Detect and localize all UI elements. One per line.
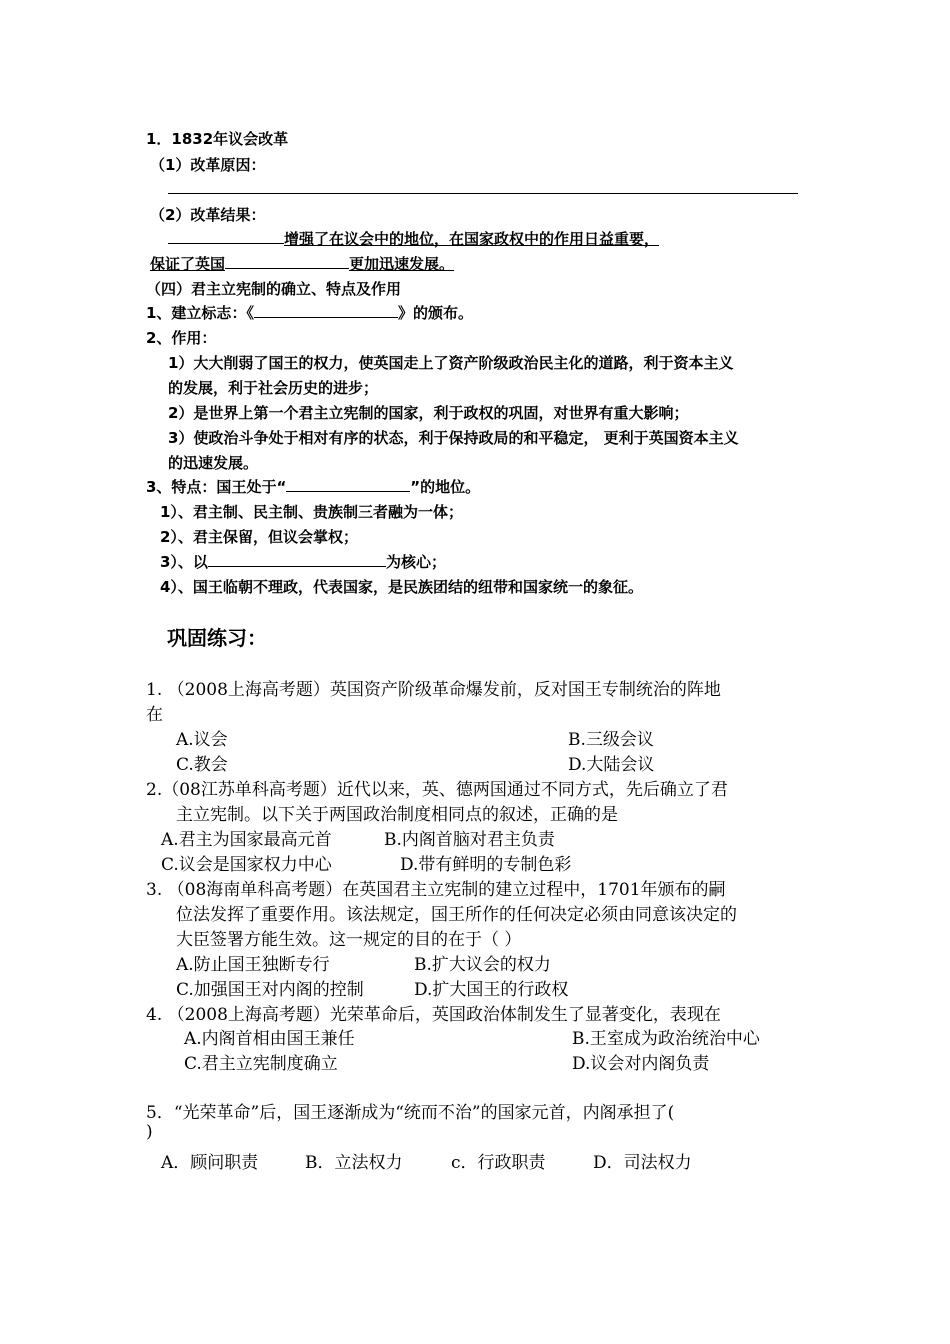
feature-4: 4）、国王临朝不理政，代表国家，是民族团结的纽带和国家统一的象征。 [160,578,643,596]
effect-3b: 的迅速发展。 [168,454,259,472]
reform-result-label: （2）改革结果： [150,206,266,224]
q4-stem-line1: 4. （2008上海高考题）光荣革命后，英国政治体制发生了显著变化，表现在 [146,1005,721,1025]
establishment-mark: 1、建立标志：《 》的颁布。 [146,304,473,322]
q3-option-d: D.扩大国王的行政权 [414,980,569,1000]
q1-option-b: B.三级会议 [568,730,654,750]
q2-option-b: B.内阁首脑对君主负责 [384,830,555,850]
feature-2: 2）、君主保留，但议会掌权； [160,528,358,546]
effect-1b: 的发展，利于社会历史的进步； [168,379,379,397]
effect-title: 2、作用： [146,329,217,347]
q3-stem-line2: 位法发挥了重要作用。该法规定，国王所作的任何决定必须由同意该决定的 [176,905,737,925]
q4-option-d: D.议会对内阁负责 [572,1054,710,1074]
feature-1: 1）、君主制、民主制、贵族制三者融为一体； [160,503,463,521]
q5-stem-line2: ) [146,1122,153,1142]
q1-stem-line2: 在 [146,705,163,725]
q5-option-c: c．行政职责 [451,1153,546,1173]
q2-option-c: C.议会是国家权力中心 [161,855,332,875]
q2-option-d: D.带有鲜明的专制色彩 [400,855,572,875]
fill-blank [286,477,410,492]
q4-option-b: B.王室成为政治统治中心 [572,1029,760,1049]
feature-title: 3、特点：国王处于“ ”的地位。 [146,478,481,496]
reform-result-line2: 保证了英国 更加迅速发展。 [150,255,455,273]
q5-option-a: A．顾问职责 [161,1153,259,1173]
reform-result-line1: 增强了在议会中的地位，在国家政权中的作用日益重要， [168,228,659,249]
q3-stem-line3: 大臣签署方能生效。这一规定的目的在于（ ） [176,930,522,950]
q4-option-c: C.君主立宪制度确立 [184,1054,338,1074]
fill-blank [225,254,349,269]
q4-option-a: A.内阁首相由国王兼任 [184,1029,355,1049]
q3-option-a: A.防止国王独断专行 [176,955,330,975]
section-title-constitutional: （四）君主立宪制的确立、特点及作用 [146,280,402,298]
q5-option-b: B．立法权力 [305,1153,403,1173]
q5-option-d: D．司法权力 [593,1153,692,1173]
practice-heading: 巩固练习： [167,626,267,650]
q1-stem-line1: 1. （2008上海高考题）英国资产阶级革命爆发前，反对国王专制统治的阵地 [146,680,721,700]
q5-stem-line1: 5．“光荣革命”后，国王逐渐成为“统而不治”的国家元首，内阁承担了( [146,1103,675,1123]
q1-option-c: C.教会 [176,755,228,775]
fill-blank [168,229,284,244]
answer-line [168,193,798,194]
q3-option-c: C.加强国王对内阁的控制 [176,980,364,1000]
q1-option-a: A.议会 [176,730,228,750]
reform-reason-label: （1）改革原因： [150,156,266,174]
feature-3: 3）、以 为核心； [160,553,446,571]
effect-2: 2）是世界上第一个君主立宪制的国家，利于政权的巩固，对世界有重大影响； [168,404,689,422]
q2-stem-line1: 2.（08江苏单科高考题）近代以来，英、德两国通过不同方式，先后确立了君 [146,780,728,800]
fill-blank [254,303,398,318]
q3-stem-line1: 3. （08海南单科高考题）在英国君主立宪制的建立过程中，1701年颁布的嗣 [146,880,726,900]
q2-option-a: A.君主为国家最高元首 [161,830,332,850]
effect-1a: 1）大大削弱了国王的权力，使英国走上了资产阶级政治民主化的道路，利于资本主义 [168,354,734,372]
fill-blank [208,552,386,567]
q3-option-b: B.扩大议会的权力 [414,955,551,975]
effect-3a: 3）使政治斗争处于相对有序的状态，利于保持政局的和平稳定， 更利于英国资本主义 [168,429,739,447]
section-title-reform: 1．1832年议会改革 [146,130,289,148]
q1-option-d: D.大陆会议 [568,755,655,775]
q2-stem-line2: 主立宪制。以下关于两国政治制度相同点的叙述，正确的是 [176,805,618,825]
